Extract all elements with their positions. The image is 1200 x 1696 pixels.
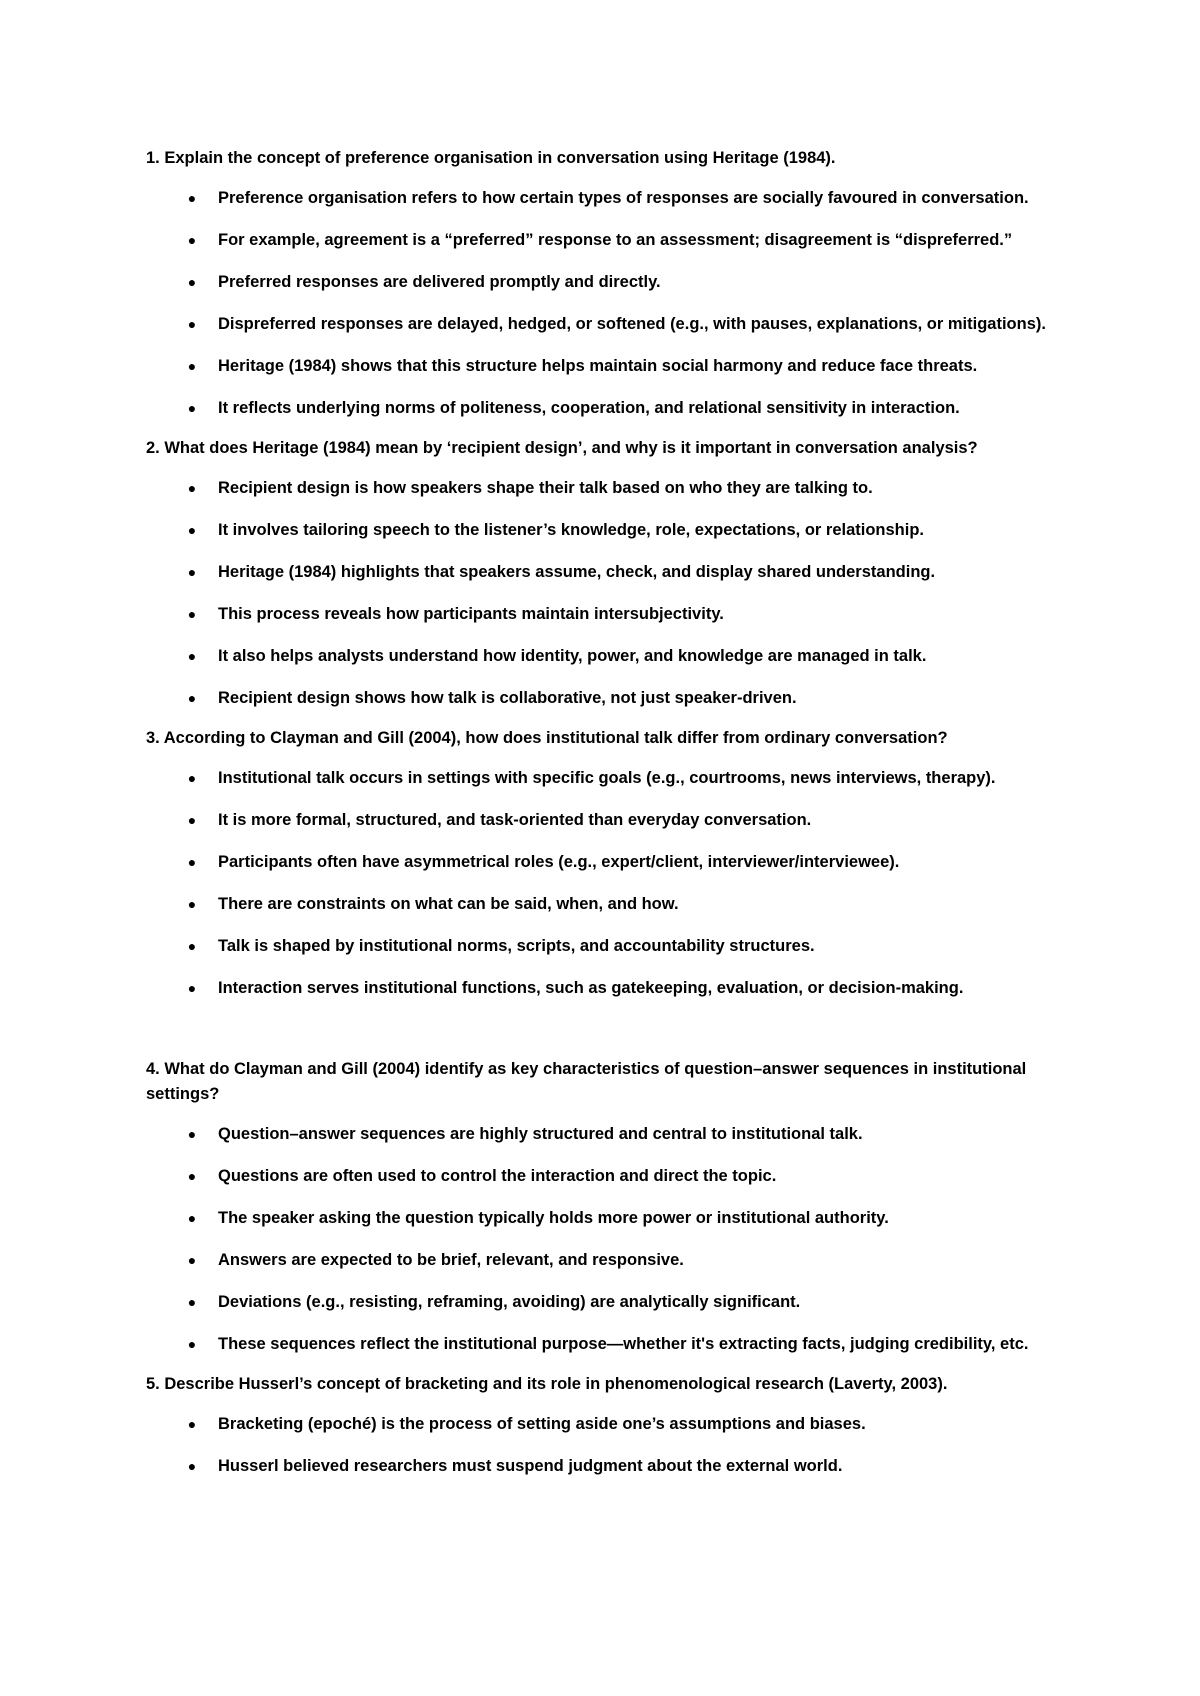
list-item: ● Question–answer sequences are highly structured and central to institutional talk.: [146, 1122, 1056, 1147]
question-3-bullets: [146, 766, 1056, 1001]
list-item: ● Preferred responses are delivered promptly and directly.: [146, 270, 1056, 295]
bullet-icon: ●: [187, 1416, 197, 1432]
question-5-bullets: [146, 1412, 1056, 1479]
list-item: ● Heritage (1984) shows that this structure helps maintain social harmony and reduce face threats.: [146, 354, 1056, 379]
bullet-icon: ●: [187, 564, 197, 580]
list-item: ● Bracketing (epoché) is the process of setting aside one’s assumptions and biases.: [146, 1412, 1056, 1437]
list-item: ● These sequences reflect the institutional purpose—whether it's extracting facts, judging credibility, etc.: [146, 1332, 1056, 1357]
bullet-icon: ●: [187, 812, 197, 828]
question-1-bullets: [146, 186, 1056, 421]
bullet-icon: ●: [187, 522, 197, 538]
bullet-icon: ●: [187, 1336, 197, 1352]
question-3-heading: 3. According to Clayman and Gill (2004), how does institutional talk differ from ordinary conversation?: [146, 729, 948, 747]
bullet-icon: ●: [187, 1252, 197, 1268]
bullet-icon: ●: [187, 190, 197, 206]
bullet-icon: ●: [187, 938, 197, 954]
bullet-icon: ●: [187, 232, 197, 248]
list-item: ● This process reveals how participants maintain intersubjectivity.: [146, 602, 1056, 627]
list-item: ● Husserl believed researchers must suspend judgment about the external world.: [146, 1454, 1056, 1479]
list-item: ● Interaction serves institutional functions, such as gatekeeping, evaluation, or decision-making.: [146, 976, 1056, 1001]
question-2-bullets: [146, 476, 1056, 711]
question-4-heading: 4. What do Clayman and Gill (2004) identify as key characteristics of question–answer sequences in institutional settings?: [146, 1060, 1027, 1103]
bullet-icon: ●: [187, 690, 197, 706]
list-item: ● It also helps analysts understand how identity, power, and knowledge are managed in talk.: [146, 644, 1056, 669]
document-body: [146, 146, 1056, 1479]
bullet-icon: ●: [187, 770, 197, 786]
question-2-heading: 2. What does Heritage (1984) mean by ‘recipient design’, and why is it important in conversation analysis?: [146, 439, 978, 457]
bullet-icon: ●: [187, 1126, 197, 1142]
list-item: ● It reflects underlying norms of politeness, cooperation, and relational sensitivity in interaction.: [146, 396, 1056, 421]
bullet-icon: ●: [187, 606, 197, 622]
bullet-icon: ●: [187, 480, 197, 496]
list-item: ● Recipient design shows how talk is collaborative, not just speaker-driven.: [146, 686, 1056, 711]
list-item: ● It is more formal, structured, and task-oriented than everyday conversation.: [146, 808, 1056, 833]
list-item: ● It involves tailoring speech to the listener’s knowledge, role, expectations, or relationship.: [146, 518, 1056, 543]
list-item: ● Dispreferred responses are delayed, hedged, or softened (e.g., with pauses, explanations, or mitigations).: [146, 312, 1056, 337]
bullet-icon: ●: [187, 1210, 197, 1226]
list-item: ● Deviations (e.g., resisting, reframing, avoiding) are analytically significant.: [146, 1290, 1056, 1315]
list-item: ● There are constraints on what can be said, when, and how.: [146, 892, 1056, 917]
list-item: ● Questions are often used to control the interaction and direct the topic.: [146, 1164, 1056, 1189]
bullet-icon: ●: [187, 854, 197, 870]
question-4-bullets: [146, 1122, 1056, 1357]
list-item: ● Preference organisation refers to how certain types of responses are socially favoured in conversation.: [146, 186, 1056, 211]
list-item: ● The speaker asking the question typically holds more power or institutional authority.: [146, 1206, 1056, 1231]
bullet-icon: ●: [187, 896, 197, 912]
bullet-icon: ●: [187, 316, 197, 332]
list-item: ● Heritage (1984) highlights that speakers assume, check, and display shared understanding.: [146, 560, 1056, 585]
list-item: ● Institutional talk occurs in settings with specific goals (e.g., courtrooms, news interviews, therapy).: [146, 766, 1056, 791]
list-item: ● Participants often have asymmetrical roles (e.g., expert/client, interviewer/interviewee).: [146, 850, 1056, 875]
bullet-icon: ●: [187, 274, 197, 290]
list-item: ● For example, agreement is a “preferred” response to an assessment; disagreement is “dispreferred.”: [146, 228, 1056, 253]
bullet-icon: ●: [187, 1458, 197, 1474]
bullet-icon: ●: [187, 648, 197, 664]
bullet-icon: ●: [187, 980, 197, 996]
question-1-heading: 1. Explain the concept of preference organisation in conversation using Heritage (1984).: [146, 149, 836, 167]
bullet-icon: ●: [187, 400, 197, 416]
bullet-icon: ●: [187, 1294, 197, 1310]
question-5-heading: 5. Describe Husserl’s concept of bracketing and its role in phenomenological research (Laverty, 2003).: [146, 1375, 948, 1393]
list-item: ● Answers are expected to be brief, relevant, and responsive.: [146, 1248, 1056, 1273]
list-item: ● Talk is shaped by institutional norms, scripts, and accountability structures.: [146, 934, 1056, 959]
bullet-icon: ●: [187, 358, 197, 374]
list-item: ● Recipient design is how speakers shape their talk based on who they are talking to.: [146, 476, 1056, 501]
bullet-icon: ●: [187, 1168, 197, 1184]
